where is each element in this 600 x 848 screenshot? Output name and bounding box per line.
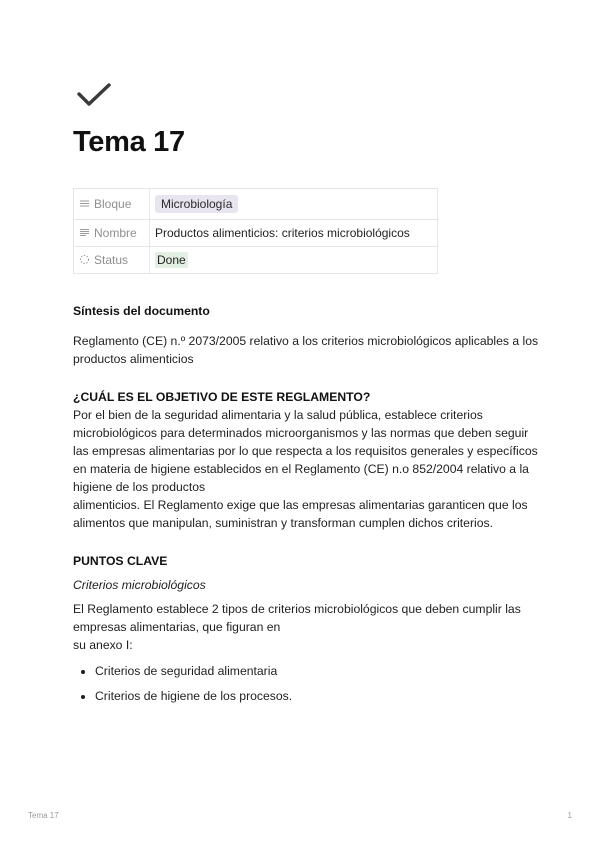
property-key-label: Nombre xyxy=(94,226,137,240)
puntos-paragraph-2: su anexo I: xyxy=(73,638,133,652)
heading-objetivo: ¿CUÁL ES EL OBJETIVO DE ESTE REGLAMENTO? xyxy=(73,390,371,404)
property-key-nombre xyxy=(74,220,150,247)
objetivo-paragraph-1: Por el bien de la seguridad alimentaria y la salud pública, establece criterios microbiológicos para determinados microorganismos y las normas que deben seguir las empresas alimentarias por lo que respecta a los requisitos generales y específicos en materia de higiene establecidos en el Reglamento (CE) n.o 852/2004 relativo a la higiene de los productos xyxy=(73,408,538,494)
status-badge[interactable]: Done xyxy=(157,253,186,267)
criteria-list xyxy=(73,662,543,705)
heading-sintesis: Síntesis del documento xyxy=(73,304,210,318)
heading-puntos-clave: PUNTOS CLAVE xyxy=(73,554,168,568)
subheading-criterios: Criterios microbiológicos xyxy=(73,578,206,592)
objetivo-paragraph-2: alimenticios. El Reglamento exige que las empresas alimentarias garanticen que los alimentos que manipulan, suministran y transforman cumplen dichos criterios. xyxy=(73,498,528,530)
document-body xyxy=(73,302,543,712)
puntos-paragraph-1: El Reglamento establece 2 tipos de criterios microbiológicos que deben cumplir las empresas alimentarias, que figuran en xyxy=(73,602,521,634)
footer-title: Tema 17 xyxy=(28,811,59,820)
list-item: • Criterios de higiene de los procesos. xyxy=(95,687,543,705)
property-row-status xyxy=(74,247,438,274)
page-number: 1 xyxy=(567,811,572,820)
text-lines-icon xyxy=(79,227,90,238)
regulation-title: Reglamento (CE) n.º 2073/2005 relativo a los criterios microbiológicos aplicables a los productos alimenticios xyxy=(73,334,539,366)
list-item: • Criterios de seguridad alimentaria xyxy=(95,662,543,680)
select-chip[interactable]: Microbiología xyxy=(155,195,238,213)
properties-table xyxy=(73,188,438,274)
property-value-nombre[interactable]: Productos alimenticios: criterios microbiológicos xyxy=(150,220,438,247)
property-row-nombre xyxy=(74,220,438,247)
status-spinner-icon xyxy=(79,254,90,265)
page-title: Tema 17 xyxy=(73,126,185,158)
property-value-bloque[interactable] xyxy=(150,189,438,220)
list-icon xyxy=(79,198,90,209)
property-key-label: Status xyxy=(94,253,129,267)
property-value-status[interactable] xyxy=(150,247,438,274)
property-key-status xyxy=(74,247,150,274)
property-row-bloque xyxy=(74,189,438,220)
checkmark-icon xyxy=(76,82,112,108)
property-key-bloque xyxy=(74,189,150,220)
property-key-label: Bloque xyxy=(94,197,132,211)
